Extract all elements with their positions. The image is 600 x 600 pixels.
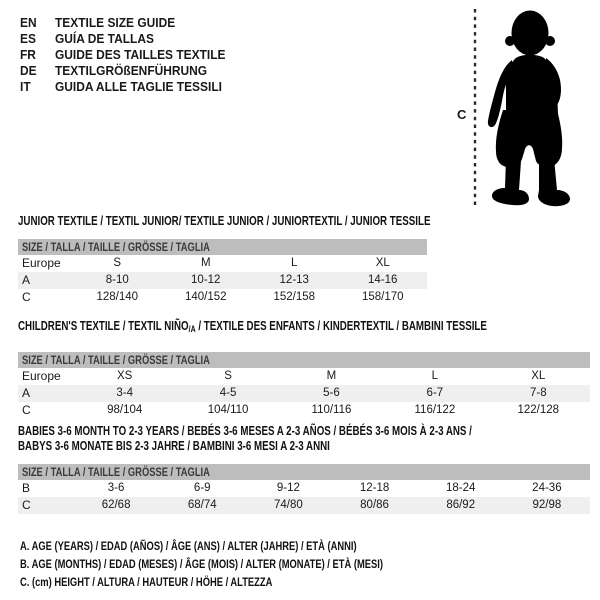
children-textile-section [18,319,590,419]
size-cell: 152/158 [273,291,316,303]
language-row-de [20,63,243,79]
size-cell: 104/110 [207,404,249,416]
size-cell: M [200,257,211,269]
language-code: DE [20,62,37,78]
row-label: A [22,386,31,400]
size-cell: S [113,257,122,269]
table-row-age-years [18,272,427,289]
size-cell: M [326,370,337,382]
size-cell: 18-24 [445,482,476,494]
language-row-en [20,15,243,31]
language-label: GUIDE DES TAILLES TEXTILE [54,46,226,62]
size-cell: 122/128 [517,404,560,416]
language-code: ES [20,30,36,46]
size-cell: 24-36 [532,482,562,494]
title-subscript: /A [188,324,196,334]
size-cell: 68/74 [187,499,217,511]
babies-textile-section [18,424,590,514]
size-cell: 8-10 [105,274,129,286]
size-header-label: SIZE / TALLA / TAILLE / GRÖSSE / TAGLIA [22,353,210,367]
baby-silhouette-icon [488,11,570,207]
language-label: GUIDA ALLE TAGLIE TESSILI [54,78,222,94]
babies-section-title [18,424,590,454]
table-row-height [18,497,590,514]
language-row-fr [20,47,243,63]
legend-age-years: A. AGE (YEARS) / EDAD (AÑOS) / ÂGE (ANS) / ALTER (JAHRE) / ETÀ (ANNI) [20,539,357,553]
measurement-legend [20,537,485,591]
row-label: A [22,273,31,287]
size-cell: 62/68 [101,499,131,511]
row-label: C [22,290,31,304]
size-cell: 12-18 [359,482,390,494]
legend-height: C. (cm) HEIGHT / ALTURA / HAUTEUR / HÖHE / ALTEZZA [20,575,273,589]
size-cell: 3-6 [107,482,125,494]
language-row-es [20,31,243,47]
size-cell: 158/170 [361,291,404,303]
table-row-age-years [18,385,590,402]
table-row-europe [18,368,590,385]
size-cell: XL [375,257,390,269]
children-size-header-bar [18,352,590,368]
children-section-title: CHILDREN'S TEXTILE / TEXTIL NIÑO/A / TEXTILE DES ENFANTS / KINDERTEXTIL / BAMBINI TESSILE [18,319,487,334]
size-cell: L [431,370,439,382]
size-cell: S [224,370,232,382]
size-header-label: SIZE / TALLA / TAILLE / GRÖSSE / TAGLIA [22,465,210,479]
children-size-table [18,368,590,419]
size-cell: 110/116 [311,404,352,416]
size-cell: 12-13 [279,274,309,286]
language-code: FR [20,46,36,62]
size-cell: 6-9 [193,482,211,494]
size-cell: XS [117,370,133,382]
table-row-height [18,402,590,419]
junior-size-header-bar [18,239,427,255]
size-cell: 4-5 [219,387,237,399]
baby-silhouette-figure [440,0,600,215]
size-cell: 116/122 [414,404,456,416]
language-label: GUÍA DE TALLAS [54,30,154,46]
table-row-europe [18,255,427,272]
junior-section-title: JUNIOR TEXTILE / TEXTIL JUNIOR/ TEXTILE JUNIOR / JUNIORTEXTIL / JUNIOR TESSILE [18,214,431,228]
size-cell: 140/152 [184,291,227,303]
size-cell: 9-12 [276,482,300,494]
row-label: B [22,481,31,495]
language-label: TEXTILGRÖßENFÜHRUNG [54,62,208,78]
table-row-age-months [18,480,590,497]
size-cell: 98/104 [107,404,143,416]
size-cell: 6-7 [426,387,444,399]
size-cell: 86/92 [446,499,476,511]
size-cell: 5-6 [323,387,340,399]
junior-size-table [18,255,427,306]
row-label: C [22,403,31,417]
babies-title-line-1: BABIES 3-6 MONTH TO 2-3 YEARS / BEBÉS 3-6 MESES A 2-3 AÑOS / BÉBÉS 3-6 MOIS À 2-3 ANS / [18,424,472,438]
language-code: EN [20,15,37,30]
babies-size-table [18,480,590,514]
language-list [20,15,243,95]
legend-age-months: B. AGE (MONTHS) / EDAD (MESES) / ÂGE (MOIS) / ALTER (MONATE) / ETÀ (MESI) [20,557,383,571]
baby-height-figure [440,0,600,215]
size-header-label: SIZE / TALLA / TAILLE / GRÖSSE / TAGLIA [22,240,210,254]
height-measure-label: C [457,107,467,122]
junior-textile-section [18,214,431,306]
size-cell: XL [531,370,546,382]
size-cell: 10-12 [191,274,221,286]
size-cell: 3-4 [116,387,133,399]
size-cell: 80/86 [360,499,389,511]
language-code: IT [20,78,31,94]
size-cell: L [291,257,298,269]
size-cell: 92/98 [532,499,562,511]
size-cell: 128/140 [96,291,139,303]
language-row-it [20,79,243,95]
language-label: TEXTILE SIZE GUIDE [54,15,176,30]
size-cell: 14-16 [368,274,398,286]
row-label: C [22,498,31,512]
size-cell: 7-8 [529,387,547,399]
table-row-height [18,289,427,306]
babies-size-header-bar [18,464,590,480]
babies-title-line-2: BABYS 3-6 MONATE BIS 2-3 JAHRE / BAMBINI 3-6 MESI A 2-3 ANNI [18,439,330,453]
size-cell: 74/80 [274,499,303,511]
row-label: Europe [22,256,61,270]
row-label: Europe [22,369,61,383]
